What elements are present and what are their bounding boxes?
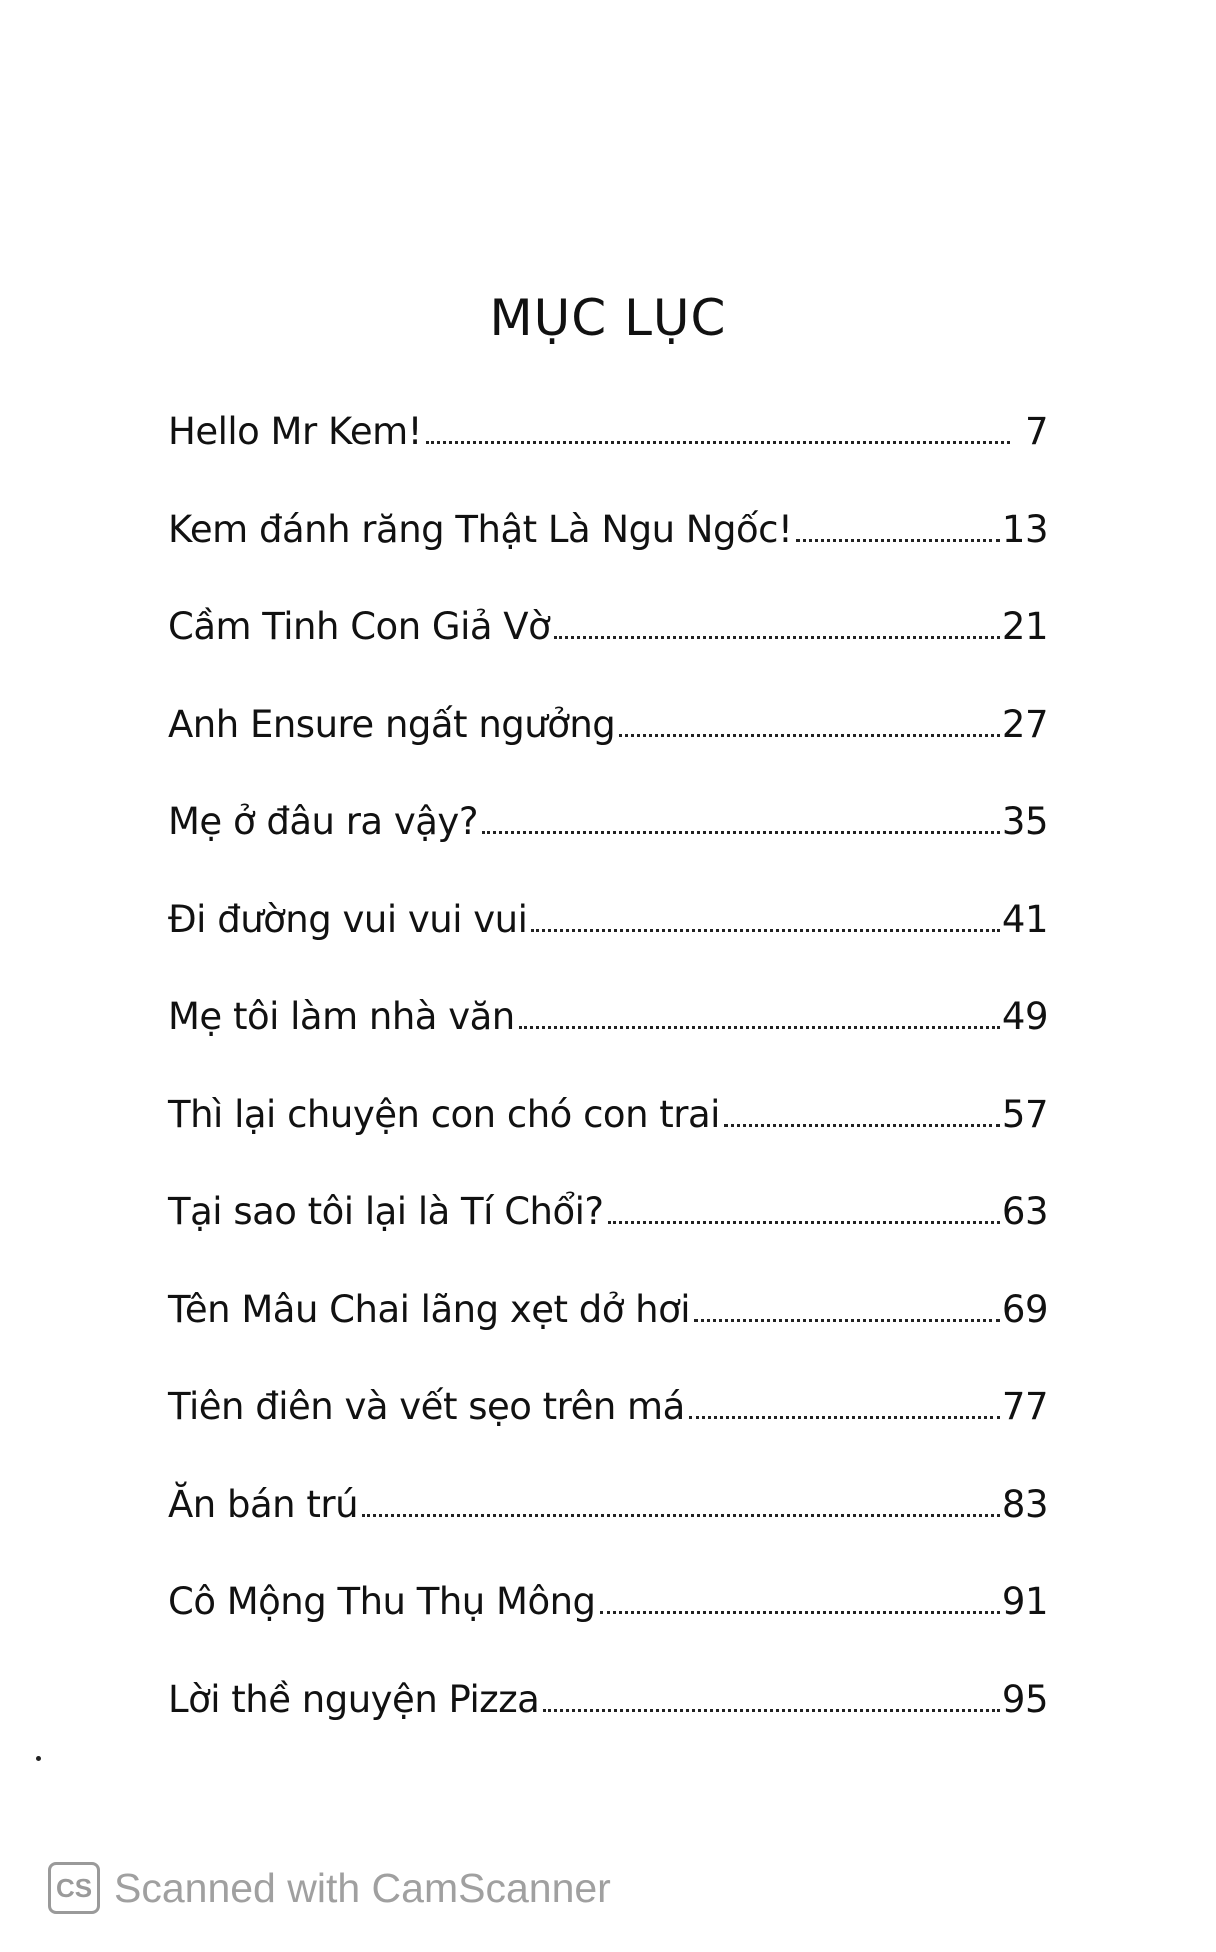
dot-leader — [724, 1124, 1000, 1127]
toc-entry — [168, 1678, 1048, 1776]
entry-title: Ăn bán trú — [168, 1482, 359, 1526]
toc-entry — [168, 703, 1048, 801]
toc-entry — [168, 1288, 1048, 1386]
entry-title: Tại sao tôi lại là Tí Chổi? — [168, 1190, 604, 1233]
toc-entry — [168, 605, 1048, 703]
scanner-watermark — [48, 1862, 611, 1914]
toc-entry — [168, 1580, 1048, 1678]
entry-page-number: 63 — [1001, 1190, 1048, 1233]
dot-leader — [362, 1514, 1000, 1517]
dot-leader — [694, 1319, 1000, 1322]
dot-leader — [482, 831, 1000, 834]
camscanner-logo-icon: CS — [48, 1862, 100, 1914]
dot-leader — [796, 539, 1000, 542]
dot-leader — [543, 1709, 1000, 1712]
entry-page-number: 91 — [1001, 1580, 1048, 1623]
entry-title: Mẹ ở đâu ra vậy? — [168, 800, 478, 843]
dot-leader — [426, 441, 1010, 444]
entry-title: Thì lại chuyện con chó con trai — [168, 1092, 720, 1136]
dot-leader — [608, 1221, 1000, 1224]
dot-leader — [600, 1611, 1000, 1614]
dot-leader — [619, 734, 1000, 737]
toc-entry — [168, 1190, 1048, 1288]
entry-page-number: 41 — [1001, 897, 1048, 941]
entry-page-number: 49 — [1001, 995, 1048, 1038]
entry-title: Anh Ensure ngất ngưởng — [168, 702, 616, 746]
toc-entry — [168, 995, 1048, 1093]
entry-title: Cô Mộng Thu Thụ Mông — [168, 1580, 596, 1623]
page-title: MỤC LỤC — [489, 288, 727, 347]
entry-page-number: 57 — [1001, 1092, 1048, 1136]
entry-page-number: 7 — [1024, 410, 1048, 453]
entry-page-number: 69 — [1001, 1287, 1048, 1331]
entry-page-number: 27 — [1001, 702, 1048, 746]
toc-entry — [168, 1483, 1048, 1581]
entry-title: Kem đánh răng Thật Là Ngu Ngốc! — [168, 507, 793, 551]
dot-leader — [519, 1026, 1000, 1029]
entry-page-number: 21 — [1001, 605, 1048, 648]
dot-leader — [689, 1416, 1000, 1419]
entry-title: Tiên điên và vết sẹo trên má — [168, 1385, 685, 1428]
toc-entry — [168, 1093, 1048, 1191]
entry-page-number: 77 — [1001, 1385, 1048, 1428]
entry-page-number: 95 — [1001, 1677, 1048, 1721]
watermark-text: Scanned with CamScanner — [114, 1864, 611, 1911]
entry-page-number: 83 — [1001, 1482, 1048, 1526]
entry-title: Đi đường vui vui vui — [168, 897, 528, 941]
toc-entry — [168, 898, 1048, 996]
entry-title: Tên Mâu Chai lãng xẹt dở hơi — [168, 1287, 691, 1331]
dot-leader — [531, 929, 1000, 932]
toc-entry — [168, 508, 1048, 606]
entry-title: Lời thề nguyện Pizza — [168, 1677, 540, 1721]
toc-entry — [168, 800, 1048, 898]
entry-title: Mẹ tôi làm nhà văn — [168, 995, 515, 1038]
toc-entry — [168, 410, 1048, 508]
dot-leader — [554, 636, 1000, 639]
entry-page-number: 13 — [1001, 507, 1048, 551]
entry-page-number: 35 — [1001, 800, 1048, 843]
entry-title: Hello Mr Kem! — [168, 410, 422, 453]
table-of-contents — [168, 410, 1048, 1775]
scan-speck — [36, 1756, 41, 1761]
toc-entry — [168, 1385, 1048, 1483]
entry-title: Cầm Tinh Con Giả Vờ — [168, 605, 551, 648]
